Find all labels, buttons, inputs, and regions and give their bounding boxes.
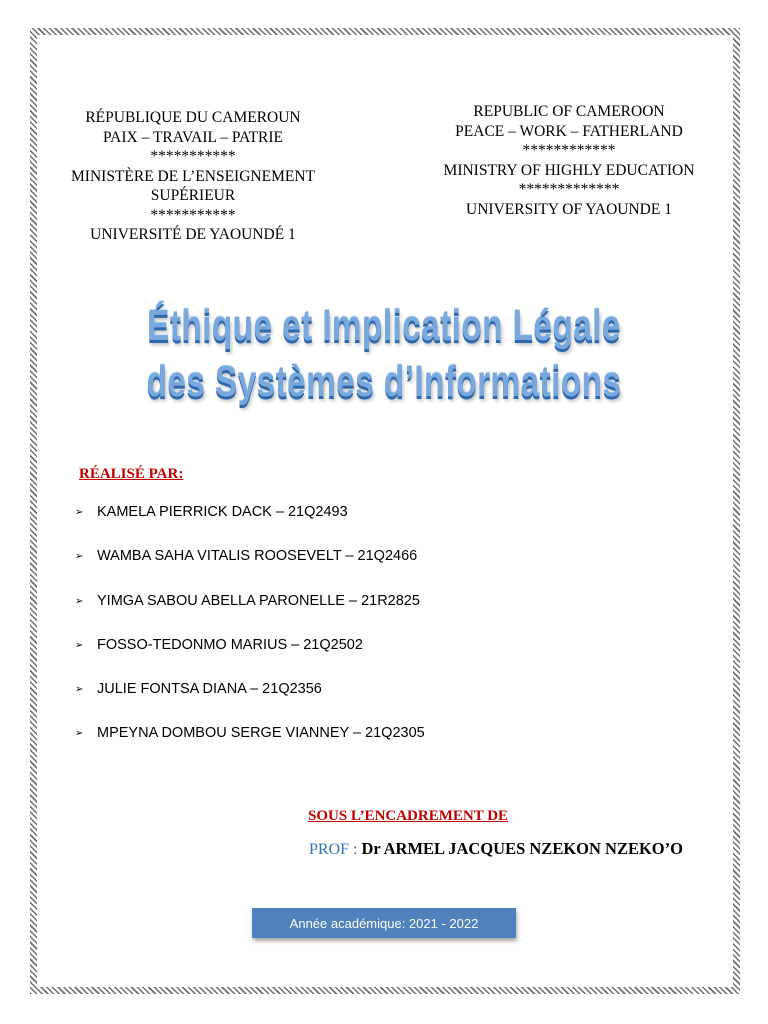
author-entry: MPEYNA DOMBOU SERGE VIANNEY – 21Q2305 [97, 725, 425, 742]
supervisor-label: PROF : [309, 841, 362, 858]
arrow-bullet-icon: ➢ [75, 595, 84, 607]
separator: ************* [518, 181, 620, 198]
arrow-bullet-icon: ➢ [75, 551, 84, 563]
arrow-bullet-icon: ➢ [75, 684, 84, 696]
arrow-bullet-icon: ➢ [75, 507, 84, 518]
motto-en: PEACE – WORK – FATHERLAND [455, 122, 683, 140]
ministry-fr-line1: MINISTÈRE DE L’ENSEIGNEMENT [71, 167, 315, 185]
arrow-bullet-icon: ➢ [75, 728, 84, 740]
author-entry: KAMELA PIERRICK DACK – 21Q2493 [97, 504, 348, 520]
author-entry: JULIE FONTSA DIANA – 21Q2356 [97, 681, 322, 698]
separator: *********** [150, 148, 236, 165]
title-line-2: des Systèmes d’Informations [146, 357, 622, 406]
list-item [75, 504, 425, 548]
authors-list [75, 504, 425, 770]
supervisor-name: Dr ARMEL JACQUES NZEKON NZEKO’O [361, 839, 683, 858]
university-fr: UNIVERSITÉ DE YAOUNDÉ 1 [90, 226, 296, 243]
list-item [75, 637, 425, 681]
list-item [75, 725, 425, 769]
separator: *********** [150, 206, 236, 224]
document-title [92, 298, 676, 410]
ministry-fr-line2: SUPÉRIEUR [150, 187, 236, 204]
author-entry: WAMBA SAHA VITALIS ROOSEVELT – 21Q2466 [97, 548, 418, 565]
supervisor [309, 839, 683, 859]
list-item [75, 681, 425, 725]
header-french [52, 108, 334, 245]
header-english [432, 102, 706, 219]
list-item [75, 593, 425, 637]
supervision-heading: SOUS L’ENCADREMENT DE [308, 808, 509, 824]
author-entry: YIMGA SABOU ABELLA PARONELLE – 21R2825 [97, 592, 420, 609]
university-en: UNIVERSITY OF YAOUNDE 1 [466, 200, 672, 218]
country-name-fr: RÉPUBLIQUE DU CAMEROUN [85, 109, 301, 126]
arrow-bullet-icon: ➢ [75, 639, 84, 651]
ministry-en: MINISTRY OF HIGHLY EDUCATION [443, 161, 695, 179]
title-line-1: Éthique et Implication Légale [147, 301, 621, 350]
motto-fr: PAIX – TRAVAIL – PATRIE [102, 128, 284, 146]
country-name-en: REPUBLIC OF CAMEROON [473, 103, 665, 120]
academic-year-box: Année académique: 2021 - 2022 [252, 908, 516, 938]
list-item [75, 548, 425, 592]
separator: ************ [522, 142, 616, 159]
author-entry: FOSSO-TEDONMO MARIUS – 21Q2502 [97, 636, 363, 653]
authors-heading: RÉALISÉ PAR: [79, 466, 184, 482]
